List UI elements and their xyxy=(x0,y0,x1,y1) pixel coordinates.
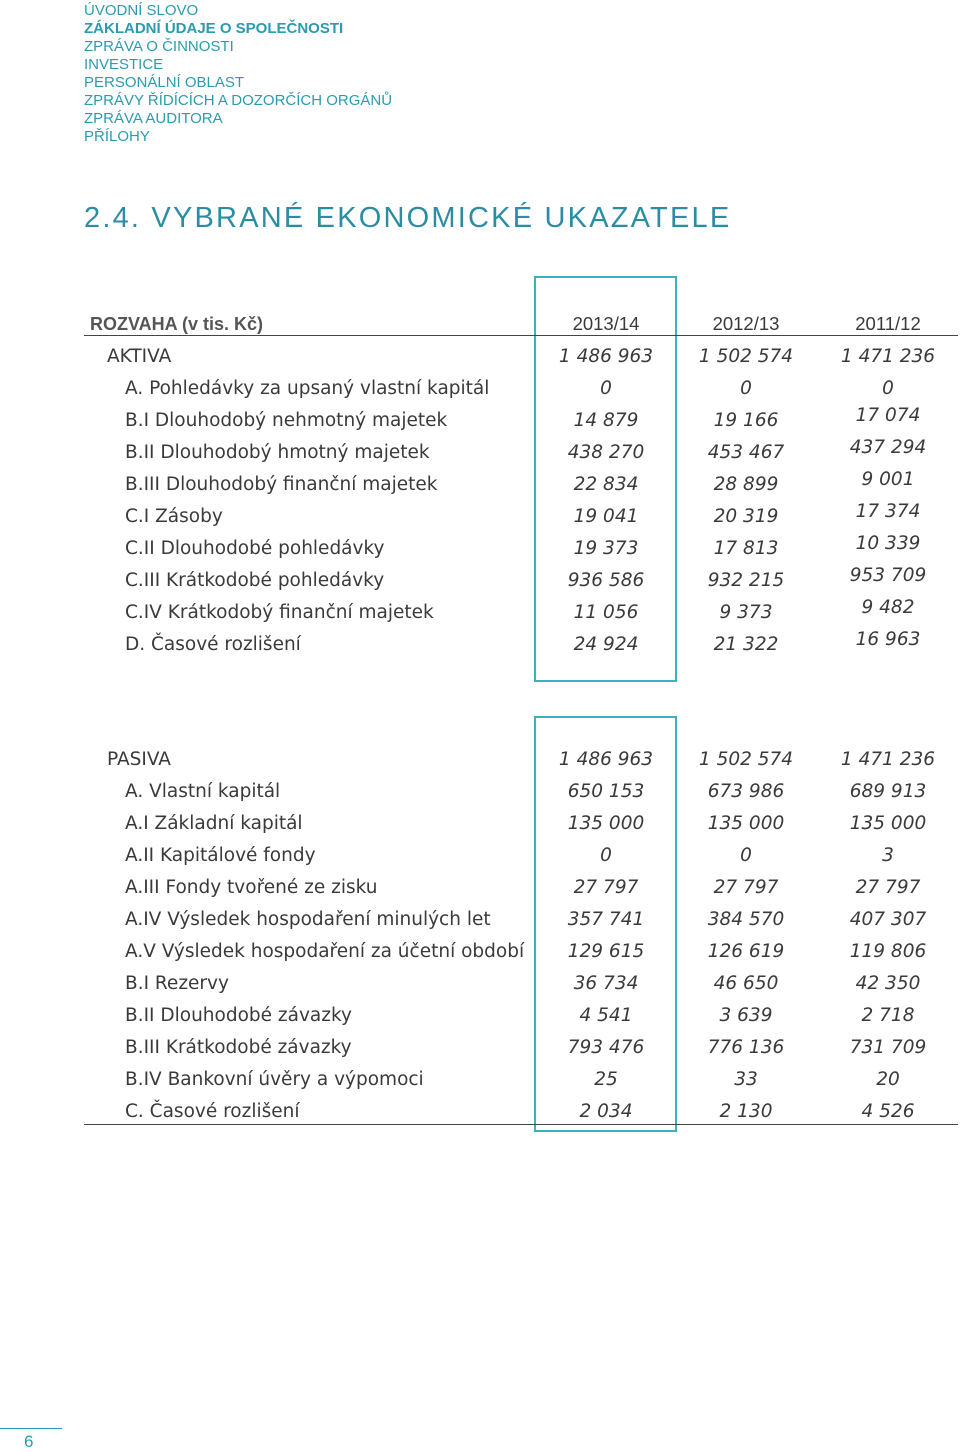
table-row xyxy=(0,840,960,872)
table-row xyxy=(0,565,960,597)
bottom-rule xyxy=(84,1124,958,1125)
value-cell: 27 797 xyxy=(855,877,921,898)
table-row xyxy=(0,1064,960,1096)
nav-link[interactable]: PŘÍLOHY xyxy=(84,128,150,145)
value-cell: 14 879 xyxy=(573,410,639,431)
row-label: A.V Výsledek hospodaření za účetní období xyxy=(125,941,525,962)
value-cell: 4 541 xyxy=(579,1005,633,1026)
value-cell: 10 339 xyxy=(855,533,921,554)
row-label: B.I Rezervy xyxy=(125,973,229,994)
value-cell: 25 xyxy=(594,1069,618,1090)
value-cell: 2 718 xyxy=(861,1005,915,1026)
row-label: A.IV Výsledek hospodaření minulých let xyxy=(125,909,491,930)
value-cell: 1 486 963 xyxy=(558,749,654,770)
row-label: A.I Základní kapitál xyxy=(125,813,303,834)
table-row xyxy=(0,904,960,936)
value-cell: 953 709 xyxy=(849,565,927,586)
value-cell: 27 797 xyxy=(573,877,639,898)
row-label: B.II Dlouhodobé závazky xyxy=(125,1005,352,1026)
value-cell: 437 294 xyxy=(849,437,927,458)
value-cell: 357 741 xyxy=(567,909,645,930)
row-label: B.IV Bankovní úvěry a výpomoci xyxy=(125,1069,424,1090)
nav-link[interactable]: ZPRÁVA O ČINNOSTI xyxy=(84,38,234,55)
table-row xyxy=(0,808,960,840)
row-label: B.II Dlouhodobý hmotný majetek xyxy=(125,442,430,463)
value-cell: 1 486 963 xyxy=(558,346,654,367)
value-cell: 36 734 xyxy=(573,973,639,994)
value-cell: 0 xyxy=(600,378,612,399)
value-cell: 17 813 xyxy=(713,538,779,559)
row-label: PASIVA xyxy=(107,749,171,770)
row-label: A.II Kapitálové fondy xyxy=(125,845,316,866)
nav-link[interactable]: PERSONÁLNÍ OBLAST xyxy=(84,74,245,91)
header-rule xyxy=(84,335,958,336)
value-cell: 46 650 xyxy=(713,973,779,994)
table-row xyxy=(0,533,960,565)
year-header: 2013/14 xyxy=(572,313,640,334)
row-label: C.II Dlouhodobé pohledávky xyxy=(125,538,385,559)
value-cell: 22 834 xyxy=(573,474,639,495)
value-cell: 673 986 xyxy=(707,781,785,802)
table-row xyxy=(0,936,960,968)
value-cell: 19 166 xyxy=(713,410,779,431)
value-cell: 936 586 xyxy=(567,570,645,591)
value-cell: 9 482 xyxy=(861,597,915,618)
value-cell: 1 502 574 xyxy=(698,749,794,770)
value-cell: 3 xyxy=(882,845,894,866)
row-label: D. Časové rozlišení xyxy=(125,634,301,655)
value-cell: 438 270 xyxy=(567,442,645,463)
value-cell: 135 000 xyxy=(849,813,927,834)
value-cell: 28 899 xyxy=(713,474,779,495)
table-header-label: ROZVAHA (v tis. Kč) xyxy=(90,314,264,334)
value-cell: 453 467 xyxy=(707,442,785,463)
document-nav xyxy=(84,2,392,146)
value-cell: 21 322 xyxy=(713,634,779,655)
table-row xyxy=(0,405,960,437)
value-cell: 17 374 xyxy=(855,501,921,522)
value-cell: 932 215 xyxy=(707,570,785,591)
table-row xyxy=(0,872,960,904)
value-cell: 135 000 xyxy=(707,813,785,834)
row-label: C. Časové rozlišení xyxy=(125,1101,300,1122)
value-cell: 2 130 xyxy=(719,1101,773,1122)
value-cell: 135 000 xyxy=(567,813,645,834)
value-cell: 20 319 xyxy=(713,506,779,527)
value-cell: 27 797 xyxy=(713,877,779,898)
value-cell: 20 xyxy=(876,1069,900,1090)
table-row xyxy=(0,968,960,1000)
row-label: A. Pohledávky za upsaný vlastní kapitál xyxy=(125,378,490,399)
value-cell: 11 056 xyxy=(573,602,639,623)
row-label: C.IV Krátkodobý finanční majetek xyxy=(125,602,434,623)
value-cell: 9 373 xyxy=(719,602,773,623)
value-cell: 19 373 xyxy=(573,538,639,559)
table-row xyxy=(0,437,960,469)
table-row xyxy=(0,744,960,776)
table-row xyxy=(0,1032,960,1064)
value-cell: 42 350 xyxy=(855,973,921,994)
value-cell: 407 307 xyxy=(849,909,927,930)
row-label: B.I Dlouhodobý nehmotný majetek xyxy=(125,410,448,431)
row-label: A.III Fondy tvořené ze zisku xyxy=(125,877,378,898)
value-cell: 776 136 xyxy=(707,1037,785,1058)
value-cell: 650 153 xyxy=(567,781,645,802)
value-cell: 9 001 xyxy=(861,469,915,490)
value-cell: 1 471 236 xyxy=(840,346,936,367)
value-cell: 129 615 xyxy=(567,941,645,962)
table-row xyxy=(0,597,960,629)
value-cell: 19 041 xyxy=(573,506,639,527)
row-label: A. Vlastní kapitál xyxy=(125,781,281,802)
nav-link[interactable]: ZPRÁVY ŘÍDÍCÍCH A DOZORČÍCH ORGÁNŮ xyxy=(84,92,393,109)
value-cell: 384 570 xyxy=(707,909,785,930)
table-row xyxy=(0,341,960,373)
nav-link[interactable]: ZÁKLADNÍ ÚDAJE O SPOLEČNOSTI xyxy=(84,20,344,37)
value-cell: 24 924 xyxy=(573,634,639,655)
section-title: 2.4. VYBRANÉ EKONOMICKÉ UKAZATELE xyxy=(84,202,732,234)
table-row xyxy=(0,1000,960,1032)
value-cell: 119 806 xyxy=(849,941,927,962)
nav-link[interactable]: INVESTICE xyxy=(84,56,164,73)
value-cell: 4 526 xyxy=(861,1101,915,1122)
value-cell: 793 476 xyxy=(567,1037,645,1058)
nav-link[interactable]: ZPRÁVA AUDITORA xyxy=(84,110,223,127)
table-row xyxy=(0,469,960,501)
value-cell: 0 xyxy=(882,378,894,399)
page-number: 6 xyxy=(24,1432,34,1451)
value-cell: 1 471 236 xyxy=(840,749,936,770)
row-label: C.I Zásoby xyxy=(125,506,223,527)
year-header: 2011/12 xyxy=(855,313,921,334)
value-cell: 17 074 xyxy=(855,405,921,426)
value-cell: 126 619 xyxy=(707,941,785,962)
row-label: B.III Dlouhodobý finanční majetek xyxy=(125,474,438,495)
value-cell: 2 034 xyxy=(579,1101,633,1122)
row-label: B.III Krátkodobé závazky xyxy=(125,1037,352,1058)
value-cell: 0 xyxy=(740,845,752,866)
value-cell: 731 709 xyxy=(849,1037,927,1058)
page-number-rule xyxy=(0,1428,62,1429)
row-label: AKTIVA xyxy=(107,346,172,367)
value-cell: 3 639 xyxy=(719,1005,773,1026)
table-row xyxy=(0,629,960,661)
nav-link[interactable]: ÚVODNÍ SLOVO xyxy=(84,2,199,19)
table-row xyxy=(0,501,960,533)
value-cell: 0 xyxy=(600,845,612,866)
value-cell: 33 xyxy=(734,1069,758,1090)
value-cell: 0 xyxy=(740,378,752,399)
table-row xyxy=(0,373,960,405)
value-cell: 1 502 574 xyxy=(698,346,794,367)
year-header: 2012/13 xyxy=(712,313,780,334)
table-row xyxy=(0,776,960,808)
value-cell: 689 913 xyxy=(849,781,927,802)
value-cell: 16 963 xyxy=(855,629,921,650)
row-label: C.III Krátkodobé pohledávky xyxy=(125,570,385,591)
